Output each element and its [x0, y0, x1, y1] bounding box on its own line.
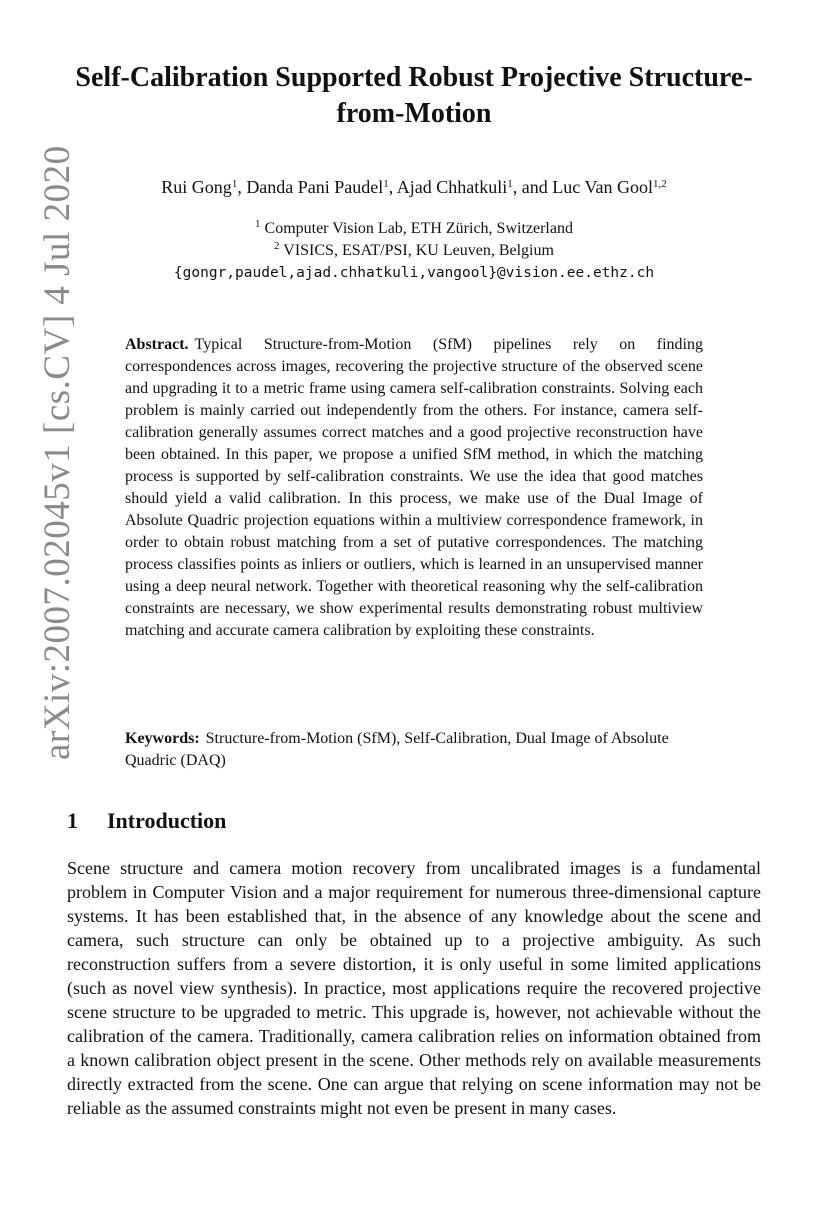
section-title: Introduction [107, 808, 227, 833]
author-affiliation-mark: 1,2 [652, 178, 667, 190]
section-heading [67, 808, 226, 834]
author-affiliation-mark: 1 [507, 178, 513, 190]
keywords-block [125, 728, 703, 772]
author-separator: , [237, 177, 247, 197]
keywords-text: Structure-from-Motion (SfM), Self-Calibration, Dual Image of Absolute Quadric (DAQ) [125, 730, 669, 769]
affiliations-block [60, 218, 768, 284]
author-separator-last: , and [512, 177, 553, 197]
abstract-label: Abstract. [125, 336, 189, 353]
email-line [60, 262, 768, 284]
affiliation-line [60, 240, 768, 262]
author-name: Danda Pani Paudel [246, 177, 384, 197]
author-emails: {gongr,paudel,ajad.chhatkuli,vangool}@vision.ee.ethz.ch [173, 265, 655, 281]
affiliation-mark: 2 [274, 240, 280, 252]
introduction-paragraph: Scene structure and camera motion recovery from uncalibrated images is a fundamental problem in Computer Vision and a major requirement for numerous three-dimensional capture systems. It has been established that, in the absence of any knowledge about the scene and camera, such structure can only be obtained up to a projective ambiguity. As such reconstruction suffers from a severe distortion, it is only useful in some limited applications (such as novel view synthesis). In practice, most applications require the recovered projective scene structure to be upgraded to metric. This upgrade is, however, not achievable without the calibration of the camera. Traditionally, camera calibration relies on information obtained from a known calibration object present in the scene. Other methods rely on available measurements directly extracted from the scene. One can argue that relying on scene information may not be reliable as the assumed constraints might not even be present in many cases. [67, 858, 761, 1118]
arxiv-identifier-stamp: arXiv:2007.02045v1 [cs.CV] 4 Jul 2020 [37, 145, 78, 760]
author-name: Luc Van Gool [552, 177, 653, 197]
section-number: 1 [67, 808, 78, 833]
keywords-label: Keywords: [125, 730, 200, 747]
paper-title: Self-Calibration Supported Robust Projective Structure-from-Motion [75, 62, 753, 129]
affiliation-line [60, 218, 768, 240]
affiliation-text: VISICS, ESAT/PSI, KU Leuven, Belgium [283, 242, 554, 259]
author-name: Rui Gong [161, 177, 232, 197]
author-separator: , [388, 177, 397, 197]
affiliation-mark: 1 [255, 218, 261, 230]
author-affiliation-mark: 1 [383, 178, 389, 190]
author-affiliation-mark: 1 [231, 178, 238, 190]
abstract-block [125, 334, 703, 642]
author-name: Ajad Chhatkuli [396, 177, 508, 197]
affiliation-text: Computer Vision Lab, ETH Zürich, Switzerland [264, 220, 573, 237]
author-list [60, 174, 768, 200]
abstract-text: Typical Structure-from-Motion (SfM) pipelines rely on finding correspondences across images, recovering the projective structure of the observed scene and upgrading it to a metric frame using camera self-calibration constraints. Solving each problem is mainly carried out independently from the others. For instance, camera self-calibration generally assumes correct matches and a good projective reconstruction have been obtained. In this paper, we propose a unified SfM method, in which the matching process is supported by self-calibration constraints. We use the idea that good matches should yield a valid calibration. In this process, we make use of the Dual Image of Absolute Quadric projection equations within a multiview correspondence framework, in order to obtain robust matching from a set of putative correspondences. The matching process classifies points as inliers or outliers, which is learned in an unsupervised manner using a deep neural network. Together with theoretical reasoning why the self-calibration constraints are necessary, we show experimental results demonstrating robust multiview matching and accurate camera calibration by exploiting these constraints. [125, 336, 703, 639]
